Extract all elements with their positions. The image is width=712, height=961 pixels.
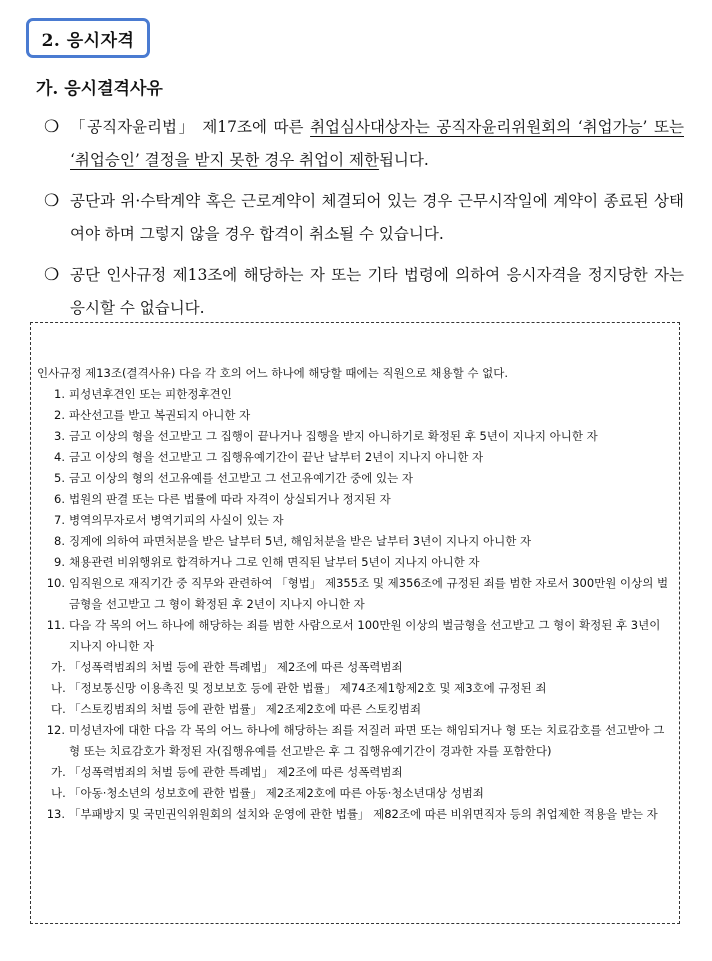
regulation-intro: 인사규정 제13조(결격사유) 다음 각 호의 어느 하나에 해당할 때에는 직원으로 채용할 수 없다.: [37, 366, 509, 380]
regulation-item-text: 파산선고를 받고 복권되지 아니한 자: [69, 408, 251, 422]
regulation-subitem: [35, 657, 675, 678]
regulation-item-text: 「부패방지 및 국민권익위원회의 설치와 운영에 관한 법률」 제82조에 따른 비위면직자 등의 취업제한 적용을 받는 자: [69, 807, 658, 821]
regulation-item-number: 6.: [54, 492, 65, 506]
regulation-subitem-mark: 다.: [51, 702, 66, 716]
regulation-item-text: 다음 각 목의 어느 하나에 해당하는 죄를 범한 사람으로서 100만원 이상의 벌금형을 선고받고 그 형이 확정된 후 3년이 지나지 아니한 자: [69, 618, 661, 653]
regulation-item-number: 4.: [54, 450, 65, 464]
regulation-item-number: 8.: [54, 534, 65, 548]
regulation-subitem: [35, 783, 675, 804]
regulation-item-text: 병역의무자로서 병역기피의 사실이 있는 자: [69, 513, 284, 527]
regulation-subitem-text: 「성폭력범죄의 처벌 등에 관한 특례법」 제2조에 따른 성폭력범죄: [69, 765, 403, 779]
bullet-circle-icon: ❍: [44, 265, 60, 285]
bullet-text-underlined: 취업심사대상자는 공직자윤리위원회의 ‘취업가능’ 또는 ‘취업승인’ 결정을 받지 못한 경우 취업이 제한: [70, 118, 684, 169]
regulation-item-number: 1.: [54, 387, 65, 401]
subheading: 가. 응시결격사유: [36, 79, 163, 99]
bullet-text-pre: 공단 인사규정 제13조에 해당하는 자 또는 기타 법령에 의하여 응시자격을 정지당한 자는 응시할 수 없습니다.: [70, 266, 684, 317]
regulation-item-text: 채용관련 비위행위로 합격하거나 그로 인해 면직된 날부터 5년이 지나지 아니한 자: [69, 555, 480, 569]
regulation-item-text: 금고 이상의 형을 선고받고 그 집행유예기간이 끝난 날부터 2년이 지나지 아니한 자: [69, 450, 484, 464]
regulation-item-number: 2.: [54, 408, 65, 422]
regulation-item-number: 9.: [54, 555, 65, 569]
bullet-circle-icon: ❍: [44, 117, 60, 137]
regulation-subitem: [35, 762, 675, 783]
regulation-item-text: 법원의 판결 또는 다른 법률에 따라 자격이 상실되거나 정지된 자: [69, 492, 391, 506]
regulation-item: [35, 510, 675, 531]
regulation-box: [30, 322, 680, 924]
bullet-item: [44, 259, 684, 325]
regulation-item-number: 5.: [54, 471, 65, 485]
regulation-item: [35, 426, 675, 447]
regulation-item: [35, 405, 675, 426]
section-tag: 2. 응시자격: [26, 18, 150, 58]
bullet-item: [44, 111, 684, 177]
regulation-item: [35, 720, 675, 762]
regulation-subitem-text: 「정보통신망 이용촉진 및 정보보호 등에 관한 법률」 제74조제1항제2호 및 제3호에 규정된 죄: [69, 681, 547, 695]
regulation-item-number: 13.: [46, 807, 65, 821]
regulation-item: [35, 804, 675, 825]
regulation-item: [35, 447, 675, 468]
regulation-item-number: 10.: [46, 576, 65, 590]
regulation-item-text: 징계에 의하여 파면처분을 받은 날부터 5년, 해임처분을 받은 날부터 3년이 지나지 아니한 자: [69, 534, 532, 548]
regulation-item-text: 금고 이상의 형의 선고유예를 선고받고 그 선고유예기간 중에 있는 자: [69, 471, 413, 485]
regulation-items: [35, 384, 675, 825]
regulation-item: [35, 552, 675, 573]
regulation-item: [35, 489, 675, 510]
regulation-item-number: 7.: [54, 513, 65, 527]
regulation-item: [35, 573, 675, 615]
regulation-item-text: 금고 이상의 형을 선고받고 그 집행이 끝나거나 집행을 받지 아니하기로 확정된 후 5년이 지나지 아니한 자: [69, 429, 598, 443]
regulation-item: [35, 615, 675, 657]
regulation-subitem-mark: 가.: [51, 660, 66, 674]
regulation-subitem-mark: 가.: [51, 765, 66, 779]
bullet-text-post: 됩니다.: [378, 151, 429, 169]
regulation-item-number: 11.: [46, 618, 65, 632]
regulation-item: [35, 384, 675, 405]
bullet-circle-icon: ❍: [44, 191, 60, 211]
bullet-text-pre: 「공직자윤리법」 제17조에 따른: [70, 118, 311, 136]
regulation-item-number: 12.: [46, 723, 65, 737]
bullet-item: [44, 185, 684, 251]
regulation-subitem-text: 「성폭력범죄의 처벌 등에 관한 특례법」 제2조에 따른 성폭력범죄: [69, 660, 403, 674]
regulation-subitem-text: 「아동·청소년의 성보호에 관한 법률」 제2조제2호에 따른 아동·청소년대상 성범죄: [69, 786, 484, 800]
regulation-item-text: 미성년자에 대한 다음 각 목의 어느 하나에 해당하는 죄를 저질러 파면 또는 해임되거나 형 또는 치료감호를 선고받아 그 형 또는 치료감호가 확정된 자(집행유예를 선고받은 후 그 집행유예기간이 경과한 자를 포함한다): [69, 723, 665, 758]
regulation-subitem: [35, 699, 675, 720]
regulation-subitem-mark: 나.: [51, 786, 66, 800]
bullet-text: [70, 185, 684, 251]
regulation-item-number: 3.: [54, 429, 65, 443]
regulation-item-text: 임직원으로 재직기간 중 직무와 관련하여 「형법」 제355조 및 제356조에 규정된 죄를 범한 자로서 300만원 이상의 벌금형을 선고받고 그 형이 확정된 후 2년이 지나지 아니한 자: [69, 576, 669, 611]
bullet-text: [70, 111, 684, 177]
bullet-text-pre: 공단과 위·수탁계약 혹은 근로계약이 체결되어 있는 경우 근무시작일에 계약이 종료된 상태여야 하며 그렇지 않을 경우 합격이 취소될 수 있습니다.: [70, 192, 684, 243]
bullet-text: [70, 259, 684, 325]
regulation-item-text: 피성년후견인 또는 피한정후견인: [69, 387, 232, 401]
regulation-subitem-text: 「스토킹범죄의 처벌 등에 관한 법률」 제2조제2호에 따른 스토킹범죄: [69, 702, 422, 716]
bullet-list: [44, 111, 684, 333]
regulation-item: [35, 468, 675, 489]
regulation-item: [35, 531, 675, 552]
regulation-subitem-mark: 나.: [51, 681, 66, 695]
regulation-subitem: [35, 678, 675, 699]
